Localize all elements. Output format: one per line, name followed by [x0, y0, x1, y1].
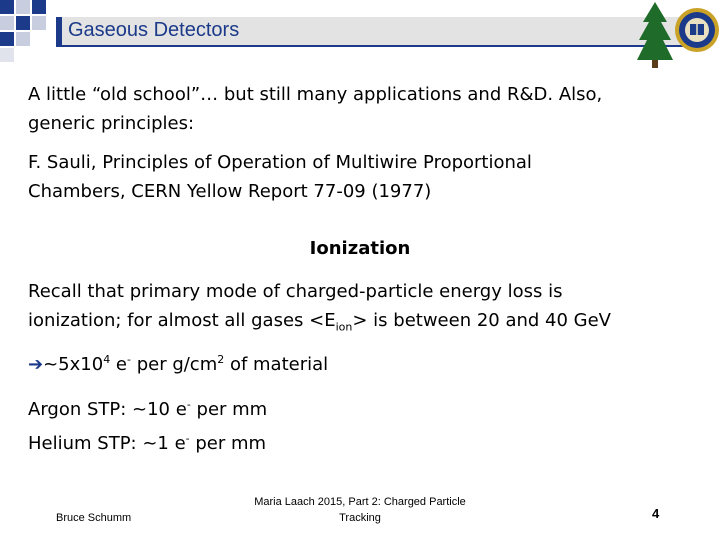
argon-text: Argon STP: ~10 e — [28, 399, 187, 420]
decor-square-light — [0, 16, 14, 30]
result-text: e — [110, 354, 127, 375]
intro-line: generic principles: — [28, 113, 195, 134]
reference-paragraph — [28, 148, 532, 206]
decor-square-dark — [0, 0, 14, 14]
result-text: of material — [224, 354, 329, 375]
decor-square-light — [0, 48, 14, 62]
result-line — [28, 345, 328, 379]
stp-paragraph — [28, 390, 267, 458]
recall-line: Recall that primary mode of charged-particle energy loss is — [28, 281, 563, 302]
decor-square-light — [16, 0, 30, 14]
recall-text: ionization; for almost all gases <E — [28, 310, 336, 331]
page-title: Gaseous Detectors — [68, 19, 240, 41]
intro-paragraph — [28, 80, 602, 138]
section-heading: Ionization — [309, 238, 411, 259]
recall-subscript: ion — [335, 320, 353, 334]
recall-text: > is between 20 and 40 GeV — [352, 310, 611, 331]
argon-line — [28, 390, 267, 424]
decor-square-light — [16, 32, 30, 46]
university-seal-with-tree-icon — [637, 0, 720, 70]
result-superscript: - — [126, 353, 131, 366]
footer-author: Bruce Schumm — [56, 512, 132, 524]
page-number: 4 — [652, 506, 660, 521]
reference-line: F. Sauli, Principles of Operation of Multiwire Proportional — [28, 152, 532, 173]
footer-event-line: Maria Laach 2015, Part 2: Charged Particle — [254, 496, 466, 508]
helium-superscript: - — [185, 432, 190, 445]
argon-text: per mm — [190, 399, 268, 420]
result-superscript: 2 — [217, 353, 225, 366]
right-arrow-icon: ➔ — [28, 354, 44, 375]
footer-event-line: Tracking — [339, 512, 381, 524]
result-text: ~5x10 — [43, 354, 104, 375]
recall-line — [28, 306, 611, 342]
decor-square-light — [32, 16, 46, 30]
decor-square-dark — [0, 32, 14, 46]
result-text: per g/cm — [130, 354, 218, 375]
helium-line — [28, 424, 267, 458]
decor-square-dark — [16, 16, 30, 30]
intro-line: A little “old school”… but still many applications and R&D. Also, — [28, 84, 603, 105]
helium-text: per mm — [189, 433, 267, 454]
decor-square-dark — [32, 0, 46, 14]
argon-superscript: - — [186, 398, 191, 411]
helium-text: Helium STP: ~1 e — [28, 433, 186, 454]
footer-event — [230, 494, 490, 526]
recall-paragraph — [28, 277, 611, 342]
result-superscript: 4 — [103, 353, 111, 366]
reference-line: Chambers, CERN Yellow Report 77-09 (1977) — [28, 181, 432, 202]
